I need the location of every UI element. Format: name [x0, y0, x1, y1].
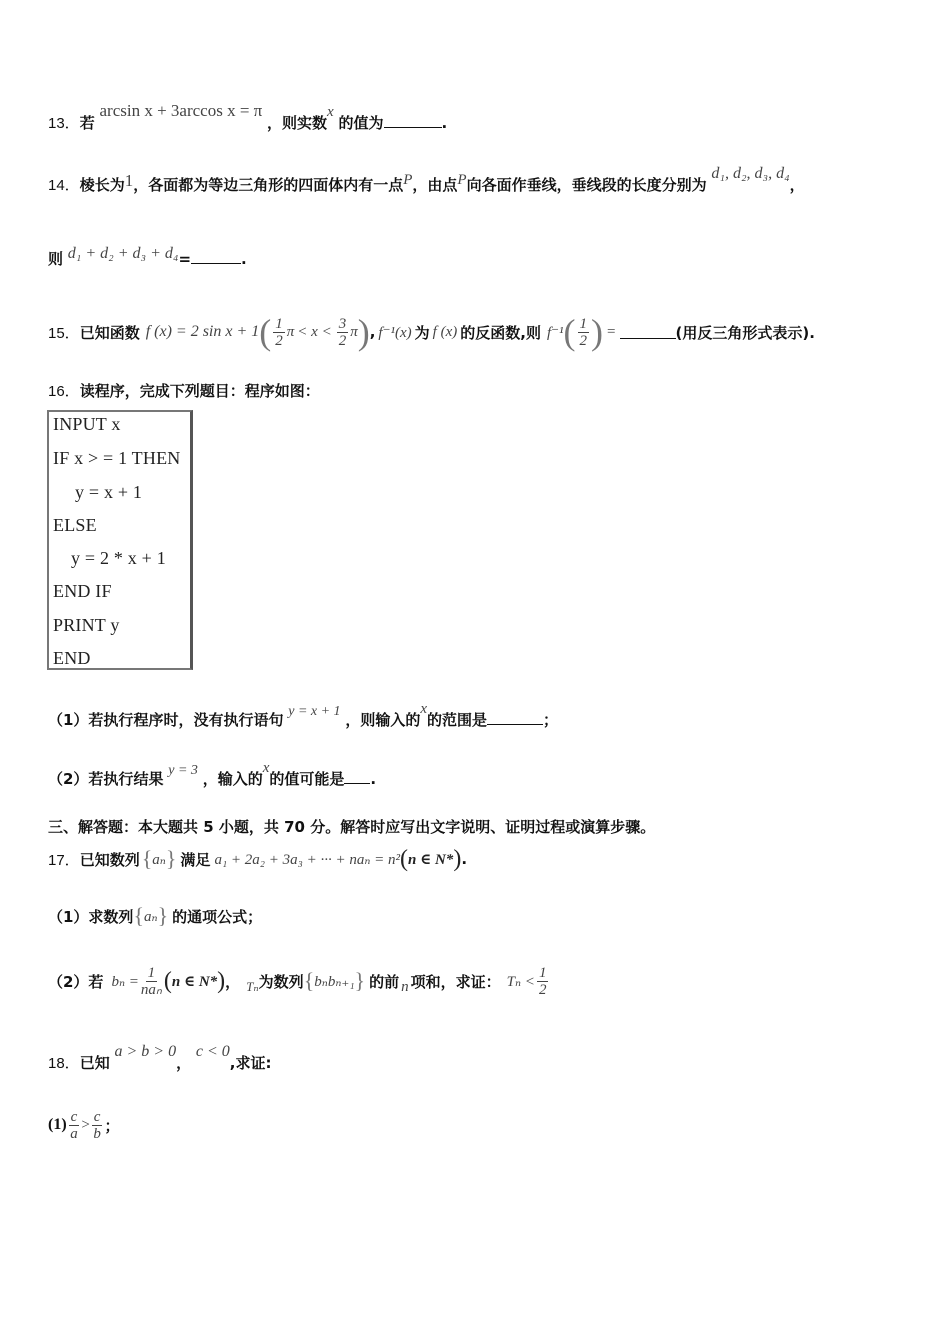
q17-p2-lparen: ( — [163, 967, 172, 994]
q17-p2-label: （2）若 — [48, 972, 104, 991]
question-13 — [48, 101, 448, 133]
q14-eqsign: = — [178, 250, 192, 268]
code-line-7: PRINT y — [53, 615, 120, 635]
question-14-line2 — [48, 245, 247, 269]
q16-title: 读程序，完成下列题目：程序如图： — [79, 382, 320, 400]
q17-an: aₙ — [152, 851, 166, 868]
code-line-3: y = x + 1 — [75, 482, 143, 502]
q16-p1-mid: ，则输入的 — [345, 711, 421, 729]
question-14 — [48, 165, 805, 195]
q17-p2-half: $\frac{1}{2}$ — [538, 964, 547, 998]
q15-finv: f⁻¹(x) — [378, 324, 412, 341]
q14-line2-prefix: 则 — [48, 250, 64, 268]
q14-P2: P — [457, 172, 467, 188]
q18-prefix: 已知 — [79, 1054, 110, 1072]
q15-finv2: f⁻¹ — [546, 324, 564, 341]
q14-P1: P — [403, 172, 413, 188]
q14-text1: ，各面都为等边三角形的四面体内有一点 — [133, 176, 404, 194]
q17-eq: a₁ + 2a₂ + 3a₃ + ··· + naₙ = n² — [214, 851, 401, 868]
q15-three-half: $\frac{3}{2}$ — [338, 315, 347, 349]
q16-p1-eq: y = x + 1 — [288, 704, 341, 719]
code-line-6: END IF — [53, 581, 112, 601]
q17-p2-b: bₙ = — [111, 973, 139, 990]
code-line-2: IF x > = 1 THEN — [53, 448, 181, 468]
q17-p2-seq: bₙbₙ₊₁ — [314, 973, 355, 990]
q17-p2-rbrace: } — [354, 968, 366, 993]
q17-dot: . — [461, 850, 468, 868]
q18-cond2: c < 0 — [195, 1043, 230, 1060]
q17-p2-frac: $\frac{1}{\text{naₙ}}$ — [140, 964, 162, 998]
q15-prefix: 已知函数 — [79, 323, 140, 342]
section-3-heading: 三、解答题：本大题共 5 小题，共 70 分。解答时应写出文字说明、证明过程或演算步骤。 — [48, 818, 656, 836]
q18-end: ,求证: — [229, 1054, 272, 1072]
q15-pi1: π — [286, 323, 295, 340]
q14-end: . — [241, 250, 247, 268]
q17-lbrace: { — [141, 846, 153, 871]
q16-p2-end: 的值可能是 — [269, 770, 345, 788]
q15-wei: 为 — [414, 323, 430, 342]
q15-arg-lparen: ( — [563, 312, 576, 352]
q14-blank — [191, 251, 241, 264]
q17-rbrace: } — [165, 846, 177, 871]
q13-blank — [384, 115, 442, 128]
q18-p1-end: ； — [104, 1116, 120, 1135]
q16-p2-var: x — [262, 760, 270, 776]
q14-one: 1 — [124, 171, 134, 190]
code-line-5: y = 2 * x + 1 — [71, 548, 166, 568]
q18-part1 — [48, 1100, 119, 1150]
q15-rparen: ) — [357, 312, 370, 352]
q15-eq: = — [607, 323, 616, 340]
q15-blank — [620, 326, 676, 339]
q15-number: 15． — [48, 324, 80, 342]
q16-p2-dot: . — [370, 770, 377, 788]
q15-function: f (x) = 2 sin x + 1 — [145, 323, 260, 340]
question-18 — [48, 1043, 272, 1073]
q17-p2-comma: ， — [225, 972, 241, 991]
q17-p1-lbrace: { — [133, 903, 145, 928]
q18-p1-frac2: $\frac{c}{b}$ — [93, 1108, 101, 1142]
q17-lparen: ( — [400, 845, 409, 872]
q17-p1-end: 的通项公式； — [172, 907, 263, 926]
q17-p2-T: Tₙ — [246, 979, 259, 994]
code-line-1: INPUT x — [53, 414, 121, 434]
question-15 — [48, 312, 815, 352]
q15-comma: , — [369, 323, 376, 341]
q18-comma: ， — [176, 1054, 192, 1072]
q17-p2-text2: 的前 — [369, 972, 400, 991]
program-box — [47, 410, 193, 670]
q16-p1-semicolon: ； — [543, 711, 559, 729]
q14-number: 14． — [48, 177, 80, 194]
q18-p1-label: (1) — [48, 1116, 67, 1133]
code-line-8: END — [53, 648, 91, 668]
q15-fx: f (x) — [432, 323, 458, 340]
q15-text2: 的反函数,则 — [460, 323, 541, 342]
q18-p1-frac1: $\frac{c}{a}$ — [70, 1108, 78, 1142]
q16-number: 16． — [48, 383, 80, 400]
q13-suffix: 的值为 — [338, 114, 384, 132]
q16-p2-label: （2）若执行结果 — [48, 770, 164, 788]
q17-p2-text: 为数列 — [258, 972, 304, 991]
q13-number: 13． — [48, 115, 80, 132]
q17-p2-rparen: ) — [217, 967, 226, 994]
q16-p1-label: （1）若执行程序时，没有执行语句 — [48, 711, 284, 729]
q18-cond1: a > b > 0 — [114, 1043, 177, 1060]
q13-end: . — [441, 114, 448, 132]
q14-text2: ，由点 — [412, 176, 458, 194]
q17-part2 — [48, 958, 550, 1004]
q17-number: 17． — [48, 851, 80, 869]
code-line-4: ELSE — [53, 515, 97, 535]
q17-rparen: ) — [453, 845, 462, 872]
q14-ds: d₁, d₂, d₃, d₄ — [711, 165, 790, 182]
q17-p2-cond: n ∈ N* — [171, 973, 218, 990]
q15-suffix: (用反三角形式表示). — [675, 323, 815, 342]
q14-sum: d₁ + d₂ + d₃ + d₄ — [67, 245, 179, 262]
q17-text1: 满足 — [180, 850, 211, 869]
q13-equation: arcsin x + 3arccos x = π — [99, 101, 263, 120]
question-16 — [48, 380, 320, 401]
q16-p1-end: 的范围是 — [427, 711, 488, 729]
q18-p1-gt: > — [81, 1116, 90, 1133]
q17-cond: n ∈ N* — [408, 851, 454, 868]
q17-p2-lbrace: { — [303, 968, 315, 993]
question-17 — [48, 842, 467, 876]
q17-p1-an: aₙ — [144, 908, 158, 925]
q17-prefix: 已知数列 — [79, 850, 140, 869]
q15-half: $\frac{1}{2}$ — [275, 315, 283, 349]
q14-comma: ， — [789, 176, 805, 194]
q16-p2-eq: y = 3 — [168, 763, 198, 778]
q16-p1-var: x — [420, 701, 428, 717]
q14-text3: 向各面作垂线，垂线段的长度分别为 — [466, 176, 707, 194]
q13-mid: ，则实数 — [267, 114, 328, 132]
q16-part1 — [48, 701, 559, 730]
q17-p2-n: n — [401, 978, 409, 995]
q13-var: x — [327, 104, 334, 120]
q17-p2-text3: 项和，求证： — [410, 972, 501, 991]
q18-number: 18． — [48, 1055, 80, 1072]
q15-lparen: ( — [259, 312, 272, 352]
q16-p2-blank — [344, 771, 370, 784]
q15-arg: $\frac{1}{2}$ — [579, 315, 588, 349]
q15-cond: < x < — [297, 323, 332, 340]
q17-p1-rbrace: } — [157, 903, 169, 928]
q15-arg-rparen: ) — [591, 312, 604, 352]
q17-p1-label: （1）求数列 — [48, 907, 134, 926]
q14-prefix: 棱长为 — [79, 176, 125, 194]
q16-p1-blank — [487, 712, 543, 725]
q17-part1 — [48, 898, 262, 934]
q16-part2 — [48, 760, 377, 789]
q16-p2-mid: ，输入的 — [202, 770, 263, 788]
q13-prefix: 若 — [79, 114, 95, 132]
q17-p2-T2: Tₙ < — [506, 973, 535, 990]
q15-pi2: π — [350, 323, 358, 340]
